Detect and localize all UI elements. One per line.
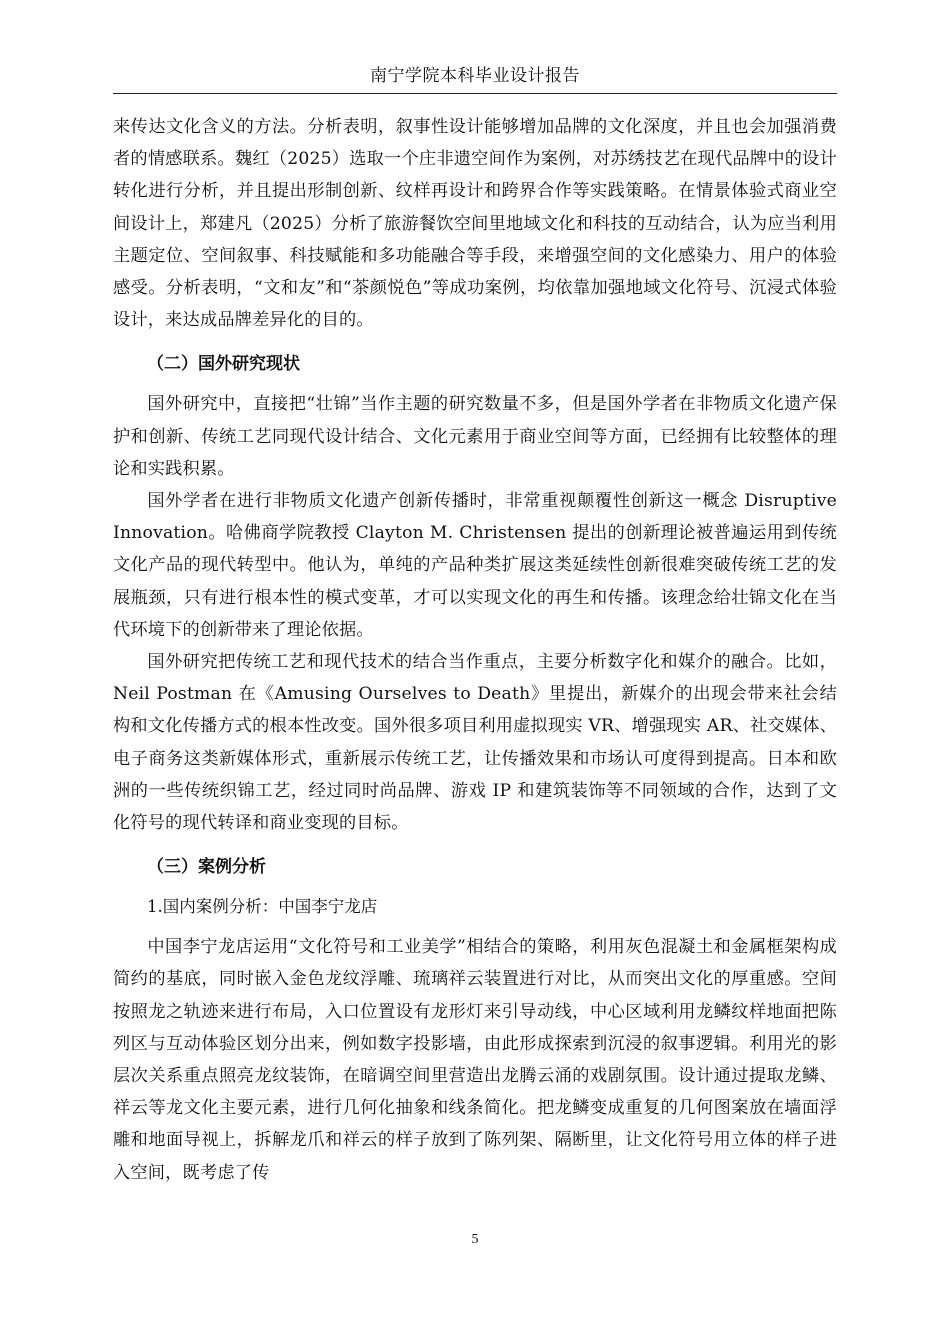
page-number: 5 [471, 1232, 479, 1247]
document-body [113, 111, 837, 1189]
section-heading-case-analysis: （三）案例分析 [147, 857, 266, 878]
subsection-heading-domestic-case: 1.国内案例分析：中国李宁龙店 [147, 897, 378, 917]
paragraph-li-ning-dragon-store: 中国李宁龙店运用“文化符号和工业美学”相结合的策略，利用灰色混凝土和金属框架构成简约的基底，同时嵌入金色龙纹浮雕、琉璃祥云装置进行对比，从而突出文化的厚重感。空间按照龙之轨迹来进行布局，入口位置设有龙形灯来引导动线，中心区域利用龙鳞纹样地面把陈列区与互动体验区划分出来，例如数字投影墙，由此形成探索到沉浸的叙事逻辑。利用光的影层次关系重点照亮龙纹装饰，在暗调空间里营造出龙腾云涌的戏剧氛围。设计通过提取龙鳞、祥云等龙文化主要元素，进行几何化抽象和线条简化。把龙鳞变成重复的几何图案放在墙面浮雕和地面导视上，拆解龙爪和祥云的样子放到了陈列架、隔断里，让文化符号用立体的样子进入空间，既考虑了传 [113, 937, 837, 1183]
paragraph-continued: 来传达文化含义的方法。分析表明，叙事性设计能够增加品牌的文化深度，并且也会加强消费者的情感联系。魏红（2025）选取一个庄非遗空间作为案例，对苏绣技艺在现代品牌中的设计转化进行分析，并且提出形制创新、纹样再设计和跨界合作等实践策略。在情景体验式商业空间设计上，郑建凡（2025）分析了旅游餐饮空间里地域文化和科技的互动结合，认为应当利用主题定位、空间叙事、科技赋能和多功能融合等手段，来增强空间的文化感染力、用户的体验感受。分析表明，“文和友”和“茶颜悦色”等成功案例，均依靠加强地域文化符号、沉浸式体验设计，来达成品牌差异化的目的。 [113, 117, 837, 331]
section-heading-foreign-research: （二）国外研究现状 [147, 354, 300, 375]
paragraph-disruptive-innovation: 国外学者在进行非物质文化遗产创新传播时，非常重视颠覆性创新这一概念 Disruptive Innovation。哈佛商学院教授 Clayton M. Christensen 提出的创新理论被普遍运用到传统文化产品的现代转型中。他认为，单纯的产品种类扩展这类延续性创新很难突破传统工艺的发展瓶颈，只有进行根本性的模式变革，才可以实现文化的再生和传播。该理念给壮锦文化在当代环境下的创新带来了理论依据。 [113, 491, 837, 640]
header-title: 南宁学院本科毕业设计报告 [370, 66, 580, 86]
page-header [113, 60, 837, 94]
paragraph-foreign-overview: 国外研究中，直接把“壮锦”当作主题的研究数量不多，但是国外学者在非物质文化遗产保护和创新、传统工艺同现代设计结合、文化元素用于商业空间等方面，已经拥有比较整体的理论和实践积累。 [113, 394, 837, 479]
paragraph-digital-media: 国外研究把传统工艺和现代技术的结合当作重点，主要分析数字化和媒介的融合。比如，Neil Postman 在《Amusing Ourselves to Death》里提出，新媒介的出现会带来社会结构和文化传播方式的根本性改变。国外很多项目利用虚拟现实 VR、增强现实 AR、社交媒体、电子商务这类新媒体形式，重新展示传统工艺，让传播效果和市场认可度得到提高。日本和欧洲的一些传统织锦工艺，经过同时尚品牌、游戏 IP 和建筑装饰等不同领域的合作，达到了文化符号的现代转译和商业变现的目标。 [113, 652, 837, 834]
